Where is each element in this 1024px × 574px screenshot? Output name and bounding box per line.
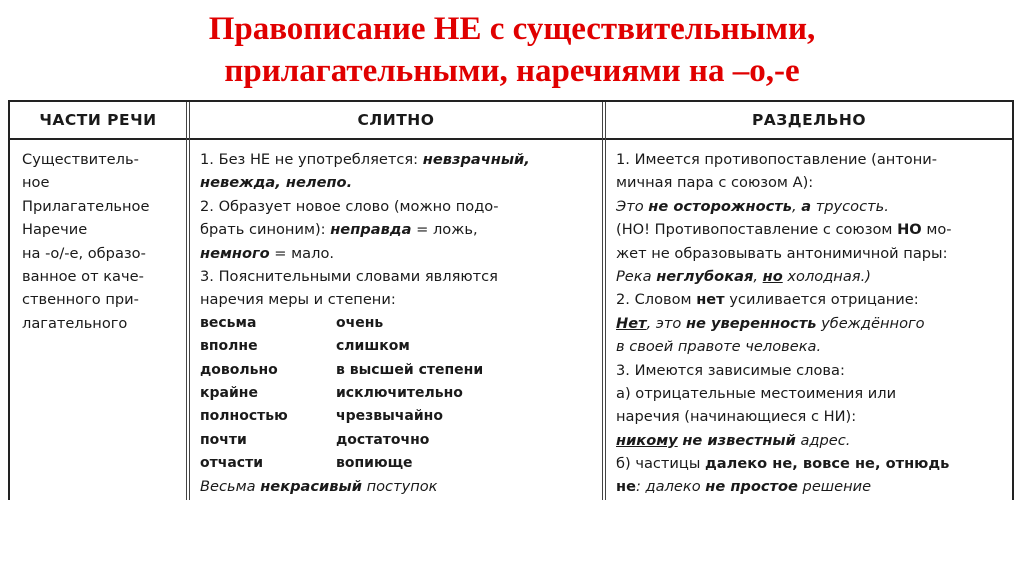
example-text: Весьма bbox=[200, 478, 261, 496]
together-line-7: наречия меры и степени: bbox=[200, 291, 396, 309]
separate-line-6 bbox=[616, 265, 1008, 288]
example-word: неглубокая bbox=[656, 267, 754, 285]
together-line-2: невежда, нелепо. bbox=[200, 174, 353, 192]
header-divider bbox=[10, 138, 1012, 140]
example-word: НО bbox=[897, 221, 922, 239]
separate-line-1: 1. Имеется противопоставление (антони- bbox=[616, 151, 938, 168]
example-word: не простое bbox=[705, 478, 798, 496]
adverb: довольно bbox=[200, 361, 278, 378]
column-divider-2 bbox=[602, 102, 606, 500]
adverb-pair bbox=[200, 359, 596, 382]
example-text: адрес. bbox=[795, 431, 851, 449]
rule-text: 1. Без НЕ не употребляется: bbox=[200, 151, 423, 168]
adverb: отчасти bbox=[200, 455, 264, 472]
example-word: далеко не, вовсе не, отнюдь bbox=[705, 455, 950, 473]
rule-text: (НО! Противопоставление с союзом bbox=[616, 221, 898, 239]
together-line-6: 3. Пояснительными словами являются bbox=[200, 267, 498, 285]
adverb-pair bbox=[200, 452, 596, 475]
adverb: вполне bbox=[200, 338, 258, 355]
rule-text: = мало. bbox=[269, 244, 335, 262]
example-word: некрасивый bbox=[260, 478, 362, 496]
example-word: неправда bbox=[330, 221, 412, 239]
adverb: крайне bbox=[200, 384, 258, 401]
example-text: Река bbox=[616, 267, 657, 285]
header-parts-of-speech: ЧАСТИ РЕЧИ bbox=[39, 111, 157, 129]
separate-line-9: в своей правоте человека. bbox=[616, 338, 822, 356]
example-text: .) bbox=[860, 267, 871, 285]
parts-line: лагательного bbox=[22, 314, 128, 332]
adverb-pair bbox=[200, 429, 596, 452]
adverb: полностью bbox=[200, 408, 288, 425]
adverb: в высшей степени bbox=[336, 361, 484, 378]
together-line-1 bbox=[200, 148, 596, 171]
example-text: убеждённого bbox=[816, 314, 925, 332]
parts-of-speech-column bbox=[22, 148, 182, 335]
separate-line-4 bbox=[616, 218, 1008, 241]
example-word: Нет bbox=[616, 314, 647, 332]
adverb: исключительно bbox=[336, 384, 463, 401]
example-text: , bbox=[791, 197, 802, 215]
example-word: но bbox=[762, 267, 783, 285]
example-word: не осторожность bbox=[648, 197, 792, 215]
adverb-pair bbox=[200, 335, 596, 358]
adverb: достаточно bbox=[336, 431, 430, 448]
adverb: чрезвычайно bbox=[336, 408, 443, 425]
together-line-3: 2. Образует новое слово (можно подо- bbox=[200, 197, 499, 215]
parts-line: Наречие bbox=[22, 221, 88, 239]
adverb: весьма bbox=[200, 314, 257, 331]
example-word: немного bbox=[200, 244, 270, 262]
example-word: невзрачный, bbox=[422, 151, 530, 168]
together-example bbox=[200, 475, 596, 498]
rule-text: = ложь, bbox=[411, 221, 478, 239]
adverb-pair bbox=[200, 312, 596, 335]
separate-line-11: а) отрицательные местоимения или bbox=[616, 384, 897, 402]
header-separate: РАЗДЕЛЬНО bbox=[751, 111, 867, 129]
rule-text: брать синоним): bbox=[200, 221, 331, 239]
together-line-4 bbox=[200, 218, 596, 241]
adverb-pair bbox=[200, 405, 596, 428]
separate-line-8 bbox=[616, 312, 1008, 335]
title-line-2: прилагательными, наречиями на –о,-е bbox=[224, 53, 800, 89]
rules-table bbox=[8, 100, 1014, 500]
rule-text: б) частицы bbox=[616, 455, 706, 473]
example-word: не уверенность bbox=[685, 314, 817, 332]
example-text: , bbox=[753, 267, 763, 285]
example-text: решение bbox=[797, 478, 872, 496]
rule-text: усиливается отрицание: bbox=[724, 291, 919, 309]
example-text: Это bbox=[616, 197, 649, 215]
slide-title bbox=[0, 8, 1024, 92]
example-text: поступок bbox=[361, 478, 438, 496]
adverb: вопиюще bbox=[336, 455, 413, 472]
separate-line-10: 3. Имеются зависимые слова: bbox=[616, 361, 845, 379]
separate-line-7 bbox=[616, 288, 1008, 311]
example-text: холодная bbox=[782, 267, 861, 285]
adverb: почти bbox=[200, 431, 247, 448]
adverb: слишком bbox=[336, 338, 410, 355]
example-word: не известный bbox=[682, 431, 796, 449]
example-word: нет bbox=[696, 291, 725, 309]
adverb: очень bbox=[336, 314, 384, 331]
rule-text: мо- bbox=[921, 221, 952, 239]
separate-line-15 bbox=[616, 475, 1008, 498]
header-together: СЛИТНО bbox=[357, 111, 435, 129]
separate-line-12: наречия (начинающиеся с НИ): bbox=[616, 408, 857, 426]
example-text: : далеко bbox=[635, 478, 706, 496]
example-word: никому bbox=[616, 431, 678, 449]
parts-line: ное bbox=[22, 174, 50, 192]
blank-footer bbox=[0, 500, 1024, 574]
separate-column bbox=[616, 148, 1008, 499]
example-word: не bbox=[616, 478, 636, 496]
together-line-5 bbox=[200, 242, 596, 265]
together-column bbox=[200, 148, 596, 499]
rule-text: 2. Словом bbox=[616, 291, 697, 309]
separate-line-5: жет не образовывать антонимичной пары: bbox=[616, 244, 948, 262]
parts-line: Существитель- bbox=[22, 151, 139, 168]
example-text: , это bbox=[646, 314, 686, 332]
example-text: трусость. bbox=[811, 197, 889, 215]
column-divider-1 bbox=[186, 102, 190, 500]
parts-line: ственного при- bbox=[22, 291, 139, 309]
parts-line: на -о/-е, образо- bbox=[22, 244, 146, 262]
adverb-pair bbox=[200, 382, 596, 405]
parts-line: Прилагательное bbox=[22, 197, 150, 215]
parts-line: ванное от каче- bbox=[22, 267, 144, 285]
separate-line-13 bbox=[616, 429, 1008, 452]
example-word: а bbox=[801, 197, 812, 215]
separate-line-3 bbox=[616, 195, 1008, 218]
title-line-1: Правописание НЕ с существительными, bbox=[208, 11, 816, 47]
separate-line-2: мичная пара с союзом А): bbox=[616, 174, 814, 192]
separate-line-14 bbox=[616, 452, 1008, 475]
